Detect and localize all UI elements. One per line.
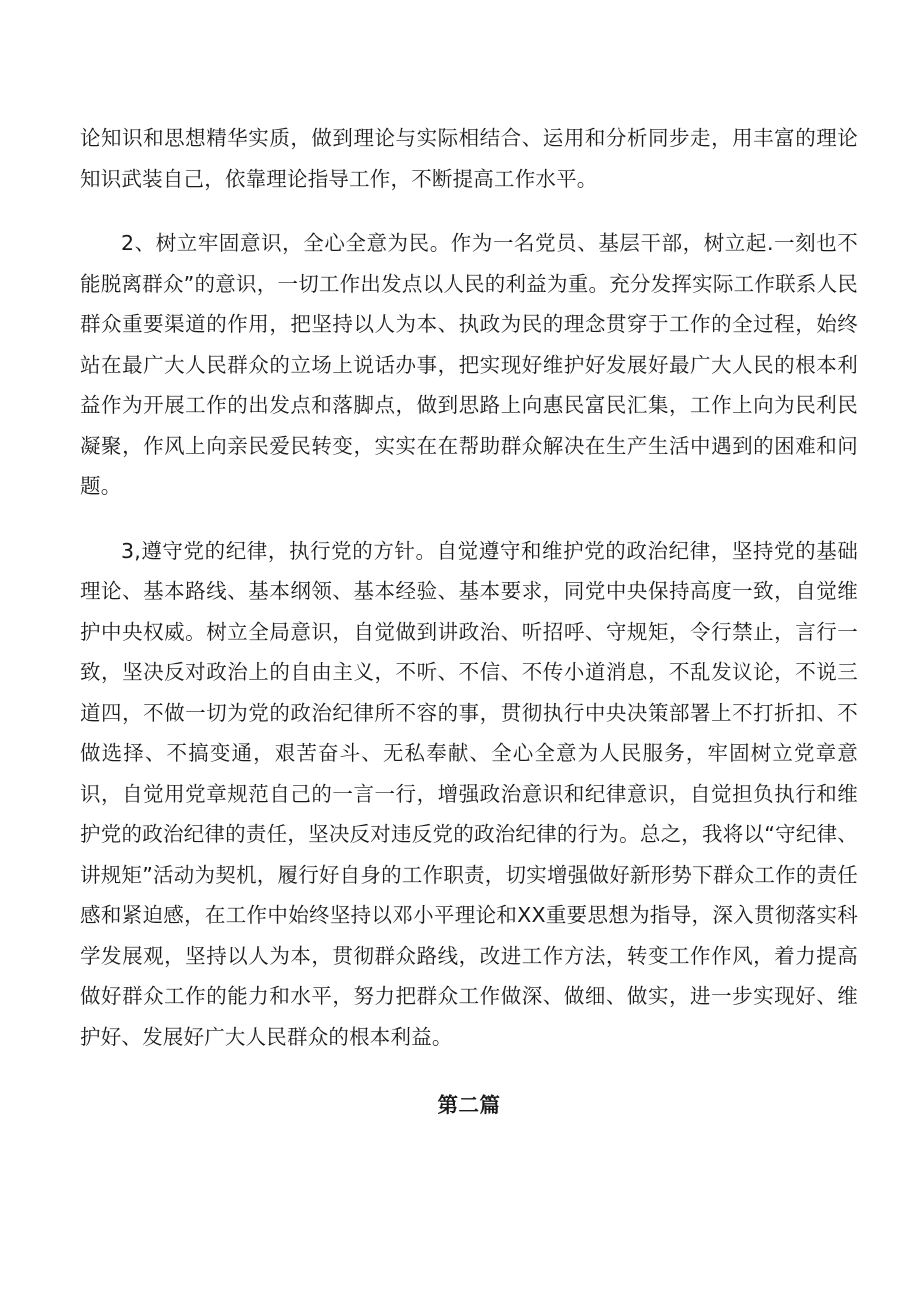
paragraph-continuation: 论知识和思想精华实质，做到理论与实际相结合、运用和分析同步走，用丰富的理论知识武装自己，依靠理论指导工作，不断提高工作水平。 [80, 126, 858, 191]
paragraph-item-3: 3,遵守党的纪律，执行党的方针。自觉遵守和维护党的政治纪律，坚持党的基础理论、基本路线、基本纲领、基本经验、基本要求，同党中央保持高度一致，自觉维护中央权威。树立全局意识，自觉做到讲政治、听招呼、守规矩，令行禁止，言行一致，坚决反对政治上的自由主义，不听、不信、不传小道消息，不乱发议论，不说三道四，不做一切为党的政治纪律所不容的事，贯彻执行中央决策部署上不打折扣、不做选择、不搞变通，艰苦奋斗、无私奉献、全心全意为人民服务，牢固树立党章意识，自觉用党章规范自己的一言一行，增强政治意识和纪律意识，自觉担负执行和维护党的政治纪律的责任，坚决反对违反党的政治纪律的行为。总之，我将以“守纪律、讲规矩”活动为契机，履行好自身的工作职责，切实增强做好新形势下群众工作的责任感和紧迫感，在工作中始终坚持以邓小平理论和XX重要思想为指导，深入贯彻落实科学发展观，坚持以人为本，贯彻群众路线，改进工作方法，转变工作作风，着力提高做好群众工作的能力和水平，努力把群众工作做深、做细、做实，进一步实现好、维护好、发展好广大人民群众的根本利益。 [80, 538, 858, 1049]
section-title: 第二篇 [437, 1093, 501, 1117]
paragraph-item-2: 2、树立牢固意识，全心全意为民。作为一名党员、基层干部，树立起.一刻也不能脱离群众”的意识，一切工作出发点以人民的利益为重。充分发挥实际工作联系人民群众重要渠道的作用，把坚持以人为本、执政为民的理念贯穿于工作的全过程，始终站在最广大人民群众的立场上说话办事，把实现好维护好发展好最广大人民的根本利益作为开展工作的出发点和落脚点，做到思路上向惠民富民汇集，工作上向为民利民凝聚，作风上向亲民爱民转变，实实在在帮助群众解决在生产生活中遇到的困难和问题。 [80, 231, 858, 498]
paragraph-gap [80, 199, 858, 223]
paragraph-gap [80, 507, 858, 531]
